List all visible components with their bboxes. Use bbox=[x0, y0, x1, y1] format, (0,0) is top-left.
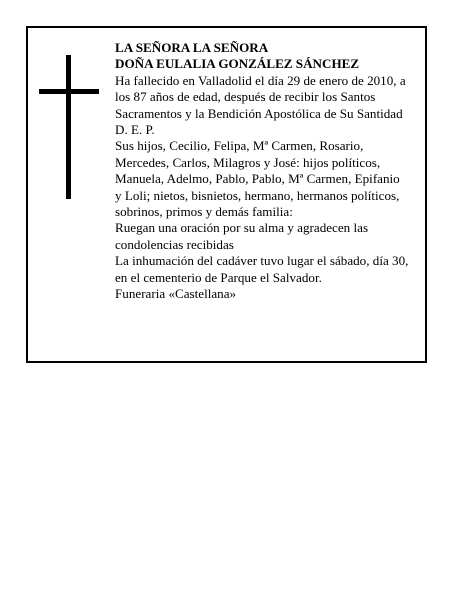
body-line: Manuela, Adelmo, Pablo, Pablo, Mª Carmen, Epifanio bbox=[115, 171, 400, 187]
body-line: Sacramentos y la Bendición Apostólica de Su Santidad bbox=[115, 105, 403, 121]
obituary-notice bbox=[26, 26, 427, 363]
body-line: La inhumación del cadáver tuvo lugar el sábado, día 30, bbox=[115, 253, 409, 269]
cross-icon bbox=[39, 55, 99, 199]
deceased-name: DOÑA EULALIA GONZÁLEZ SÁNCHEZ bbox=[115, 56, 360, 72]
body-line: en el cementerio de Parque el Salvador. bbox=[115, 269, 322, 285]
notice-text bbox=[115, 40, 425, 303]
body-line: Sus hijos, Cecilio, Felipa, Mª Carmen, Rosario, bbox=[115, 138, 364, 154]
body-line: condolencias recibidas bbox=[115, 236, 234, 252]
body-line: y Loli; nietos, bisnietos, hermano, hermanos políticos, bbox=[115, 187, 400, 203]
body-line: Ruegan una oración por su alma y agradecen las bbox=[115, 220, 369, 236]
body-line: D. E. P. bbox=[115, 122, 155, 138]
heading-line-1: LA SEÑORA LA SEÑORA bbox=[115, 40, 269, 55]
body-line: sobrinos, primos y demás familia: bbox=[115, 204, 293, 220]
funeral-home: Funeraria «Castellana» bbox=[115, 286, 237, 302]
body-line: Mercedes, Carlos, Milagros y José: hijos políticos, bbox=[115, 154, 381, 170]
body-line: los 87 años de edad, después de recibir los Santos bbox=[115, 89, 376, 105]
cross-vertical-bar bbox=[66, 55, 71, 199]
body-line: Ha fallecido en Valladolid el día 29 de enero de 2010, a bbox=[115, 72, 406, 88]
cross-horizontal-bar bbox=[39, 89, 99, 94]
